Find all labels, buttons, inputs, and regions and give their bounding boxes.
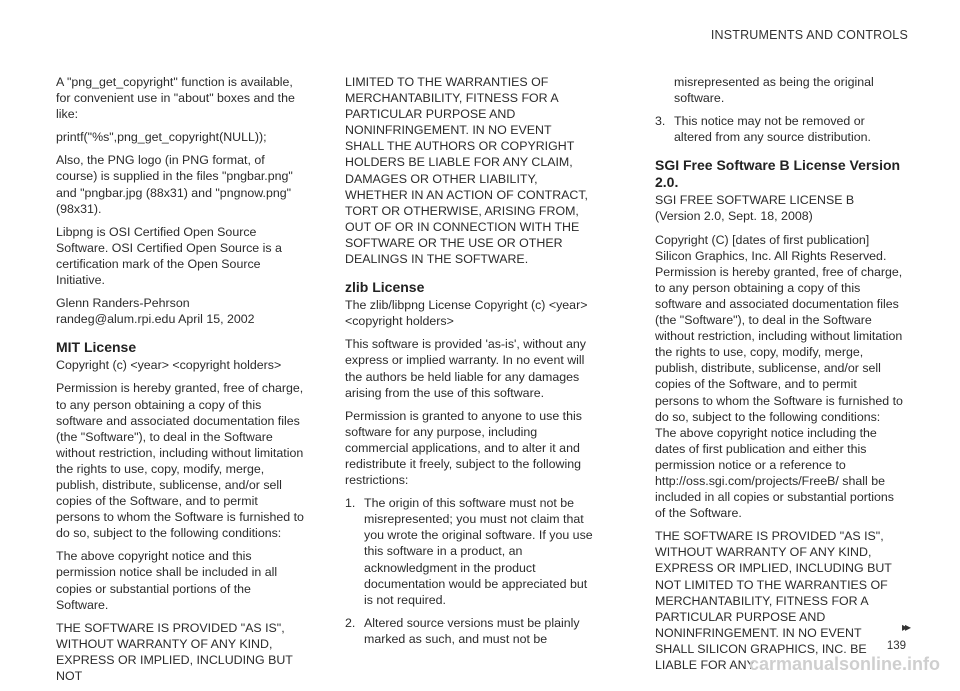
paragraph: Also, the PNG logo (in PNG format, of course) is supplied in the files "pngbar.png" and "pngbar.jpg (88x31) and "pngnow.png" (98x31).: [56, 153, 293, 216]
paragraph: This software is provided 'as-is', without any express or implied warranty. In no event will the authors be held liable for any damages arising from the use of this software.: [345, 337, 586, 400]
column-2: [345, 74, 593, 654]
paragraph: THE SOFTWARE IS PROVIDED "AS IS", WITHOUT WARRANTY OF ANY KIND, EXPRESS OR IMPLIED, INCLUDING BUT NOT: [56, 620, 293, 683]
paragraph: SGI FREE SOFTWARE LICENSE B (Version 2.0, Sept. 18, 2008): [655, 193, 855, 224]
paragraph: Copyright (c) <year> <copyright holders>: [56, 358, 282, 373]
zlib-license-heading: zlib License: [345, 279, 425, 296]
list-text: This notice may not be removed or altered from any source distribution.: [674, 114, 871, 145]
list-text: The origin of this software must not be misrepresented; you must not claim that you wrote the original software. If you use this software in a product, an acknowledgment in the product documentation would be appreciated but is not required.: [364, 496, 593, 607]
list-text: Altered source versions must be plainly marked as such, and must not be: [364, 615, 580, 646]
continue-arrow-icon: ▸▸: [901, 620, 908, 634]
code-line: printf("%s",png_get_copyright(NULL));: [56, 130, 267, 145]
paragraph: The above copyright notice and this permission notice shall be included in all copies or substantial portions of the Software.: [56, 549, 278, 612]
list-continuation: misrepresented as being the original software.: [674, 75, 874, 106]
column-3: [655, 74, 903, 680]
list-item: [345, 495, 593, 608]
paragraph: THE SOFTWARE IS PROVIDED "AS IS", WITHOUT WARRANTY OF ANY KIND, EXPRESS OR IMPLIED, INCLUDING BUT NOT LIMITED TO THE WARRANTIES OF MERCHANTABILITY, FITNESS FOR A PARTICULAR PURPOSE AND NONINFRINGEMENT. IN NO EVENT SHALL SILICON GRAPHICS, INC. BE LIABLE FOR ANY: [655, 529, 892, 672]
paragraph: Glenn Randers-Pehrson randeg@alum.rpi.edu April 15, 2002: [56, 296, 255, 327]
list-item: [655, 113, 903, 145]
page-number: 139: [886, 640, 906, 652]
list-number: 1.: [345, 496, 356, 511]
paragraph: Permission is granted to anyone to use this software for any purpose, including commercial applications, and to alter it and redistribute it freely, subject to the following restrictions:: [345, 408, 582, 488]
paragraph: A "png_get_copyright" function is available, for convenient use in "about" boxes and the like:: [56, 75, 295, 122]
paragraph: LIMITED TO THE WARRANTIES OF MERCHANTABILITY, FITNESS FOR A PARTICULAR PURPOSE AND NONINFRINGEMENT. IN NO EVENT SHALL THE AUTHORS OR COPYRIGHT HOLDERS BE LIABLE FOR ANY CLAIM, DAMAGES OR OTHER LIABILITY, WHETHER IN AN ACTION OF CONTRACT, TORT OR OTHERWISE, ARISING FROM, OUT OF OR IN CONNECTION WITH THE SOFTWARE OR THE USE OR OTHER DEALINGS IN THE SOFTWARE.: [345, 75, 589, 267]
list-number: 3.: [655, 114, 666, 129]
mit-license-heading: MIT License: [56, 339, 137, 356]
paragraph: Copyright (C) [dates of first publication] Silicon Graphics, Inc. All Rights Reserved. Permission is hereby granted, free of charge, to any person obtaining a copy of this software and associated documentation files (the "Software"), to deal in the Software without restriction, including without limitation the rights to use, copy, modify, merge, publish, distribute, sublicense, and/or sell copies of the Software, and to permit persons to whom the Software is furnished to do so, subject to the following conditions: The above copyright notice including the dates of first publication and either this permission notice or a reference to http://oss.sgi.com/projects/FreeB/ shall be included in all copies or substantial portions of the Software.: [655, 232, 903, 521]
sgi-license-heading: SGI Free Software B License Version 2.0.: [655, 157, 901, 191]
list-item: [345, 615, 593, 647]
paragraph: Permission is hereby granted, free of charge, to any person obtaining a copy of this software and associated documentation files (the "Software"), to deal in the Software without restriction, including without limitation the rights to use, copy, modify, merge, publish, distribute, sublicense, and/or sell copies of the Software, and to permit persons to whom the Software is furnished to do so, subject to the following conditions:: [56, 381, 304, 541]
column-1: [56, 74, 304, 691]
paragraph: Libpng is OSI Certified Open Source Software. OSI Certified Open Source is a certification mark of the Open Source Initiative.: [56, 224, 282, 288]
section-header: INSTRUMENTS AND CONTROLS: [710, 28, 908, 42]
watermark: carmanualsonline.info: [748, 654, 940, 674]
paragraph: The zlib/libpng License Copyright (c) <year> <copyright holders>: [345, 298, 588, 329]
list-number: 2.: [345, 615, 356, 630]
